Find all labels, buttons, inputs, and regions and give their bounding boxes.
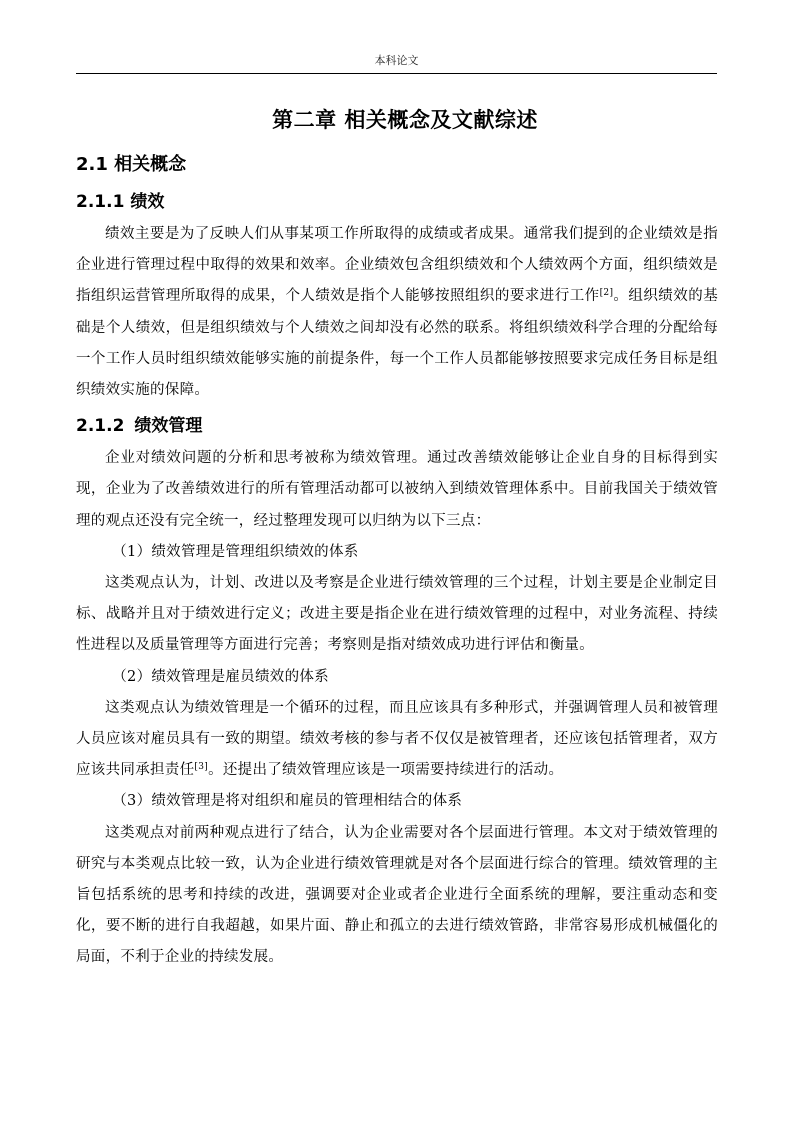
point-1-body: 这类观点认为，计划、改进以及考察是企业进行绩效管理的三个过程，计划主要是企业制定目标、战略并且对于绩效进行定义；改进主要是指企业在进行绩效管理的过程中，对业务流程、持续性进程以及质量管理等方面进行完善；考察则是指对绩效成功进行评估和衡量。 [76,575,718,654]
paragraph-performance-management-intro: 企业对绩效问题的分析和思考被称为绩效管理。通过改善绩效能够让企业自身的目标得到实现，企业为了改善绩效进行的所有管理活动都可以被纳入到绩效管理体系中。目前我国关于绩效管理的观点还没有完全统一，经过整理发现可以归纳为以下三点： [76,450,718,529]
citation-superscript: [3] [194,762,209,773]
header-rule [76,73,717,74]
paragraph-text: 这类观点认为绩效管理是一个循环的过程，而且应该具有多种形式，并强调管理人员和被管理人员应该对雇员具有一致的期望。绩效考核的参与者不仅仅是被管理者，还应该包括管理者，双方应该共同承担责任 [76,699,718,779]
paragraph-text: 绩效主要是为了反映人们从事某项工作所取得的成绩或者成果。通常我们提到的企业绩效是指企业进行管理过程中取得的效果和效率。企业绩效包含组织绩效和个人绩效两个方面，组织绩效是指组织运营管理所取得的成果，个人绩效是指个人能够按照组织的要求进行工作 [76,226,718,305]
citation-superscript: [2] [599,288,614,299]
section-heading-2-1-1: 2.1.1 绩效 [76,192,165,212]
section-title: 绩效管理 [134,416,203,437]
section-heading-2-1-2 [76,409,718,443]
point-1-title: （1）绩效管理是管理组织绩效的体系 [112,543,359,560]
page-content [76,100,718,974]
point-2-title: （2）绩效管理是雇员绩效的体系 [112,668,329,685]
paragraph-text: 。还提出了绩效管理应该是一项需要持续进行的活动。 [208,762,564,779]
section-number: 2.1.2 [76,416,125,437]
chapter-title: 第二章 相关概念及文献综述 [272,108,538,132]
point-3-body: 这类观点对前两种观点进行了结合，认为企业需要对各个层面进行管理。本文对于绩效管理的研究与本类观点比较一致，认为企业进行绩效管理就是对各个层面进行综合的管理。绩效管理的主旨包括系统的思考和持续的改进，强调要对企业或者企业进行全面系统的理解，要注重动态和变化，要不断的进行自我超越，如果片面、静止和孤立的去进行绩效管路，非常容易形成机械僵化的局面，不利于企业的持续发展。 [76,824,718,966]
section-heading-2-1: 2.1 相关概念 [76,154,187,175]
paragraph-text: 。组织绩效的基础是个人绩效，但是组织绩效与个人绩效之间却没有必然的联系。将组织绩效科学合理的分配给每一个工作人员时组织绩效能够实施的前提条件，每一个工作人员都能够按照要求完成任务目标是组织绩效实施的保障。 [76,288,718,399]
point-2-body [76,693,718,787]
point-3-title: （3）绩效管理是将对组织和雇员的管理相结合的体系 [112,793,463,810]
paragraph-performance-definition [76,219,718,406]
running-header: 本科论文 [374,54,419,67]
